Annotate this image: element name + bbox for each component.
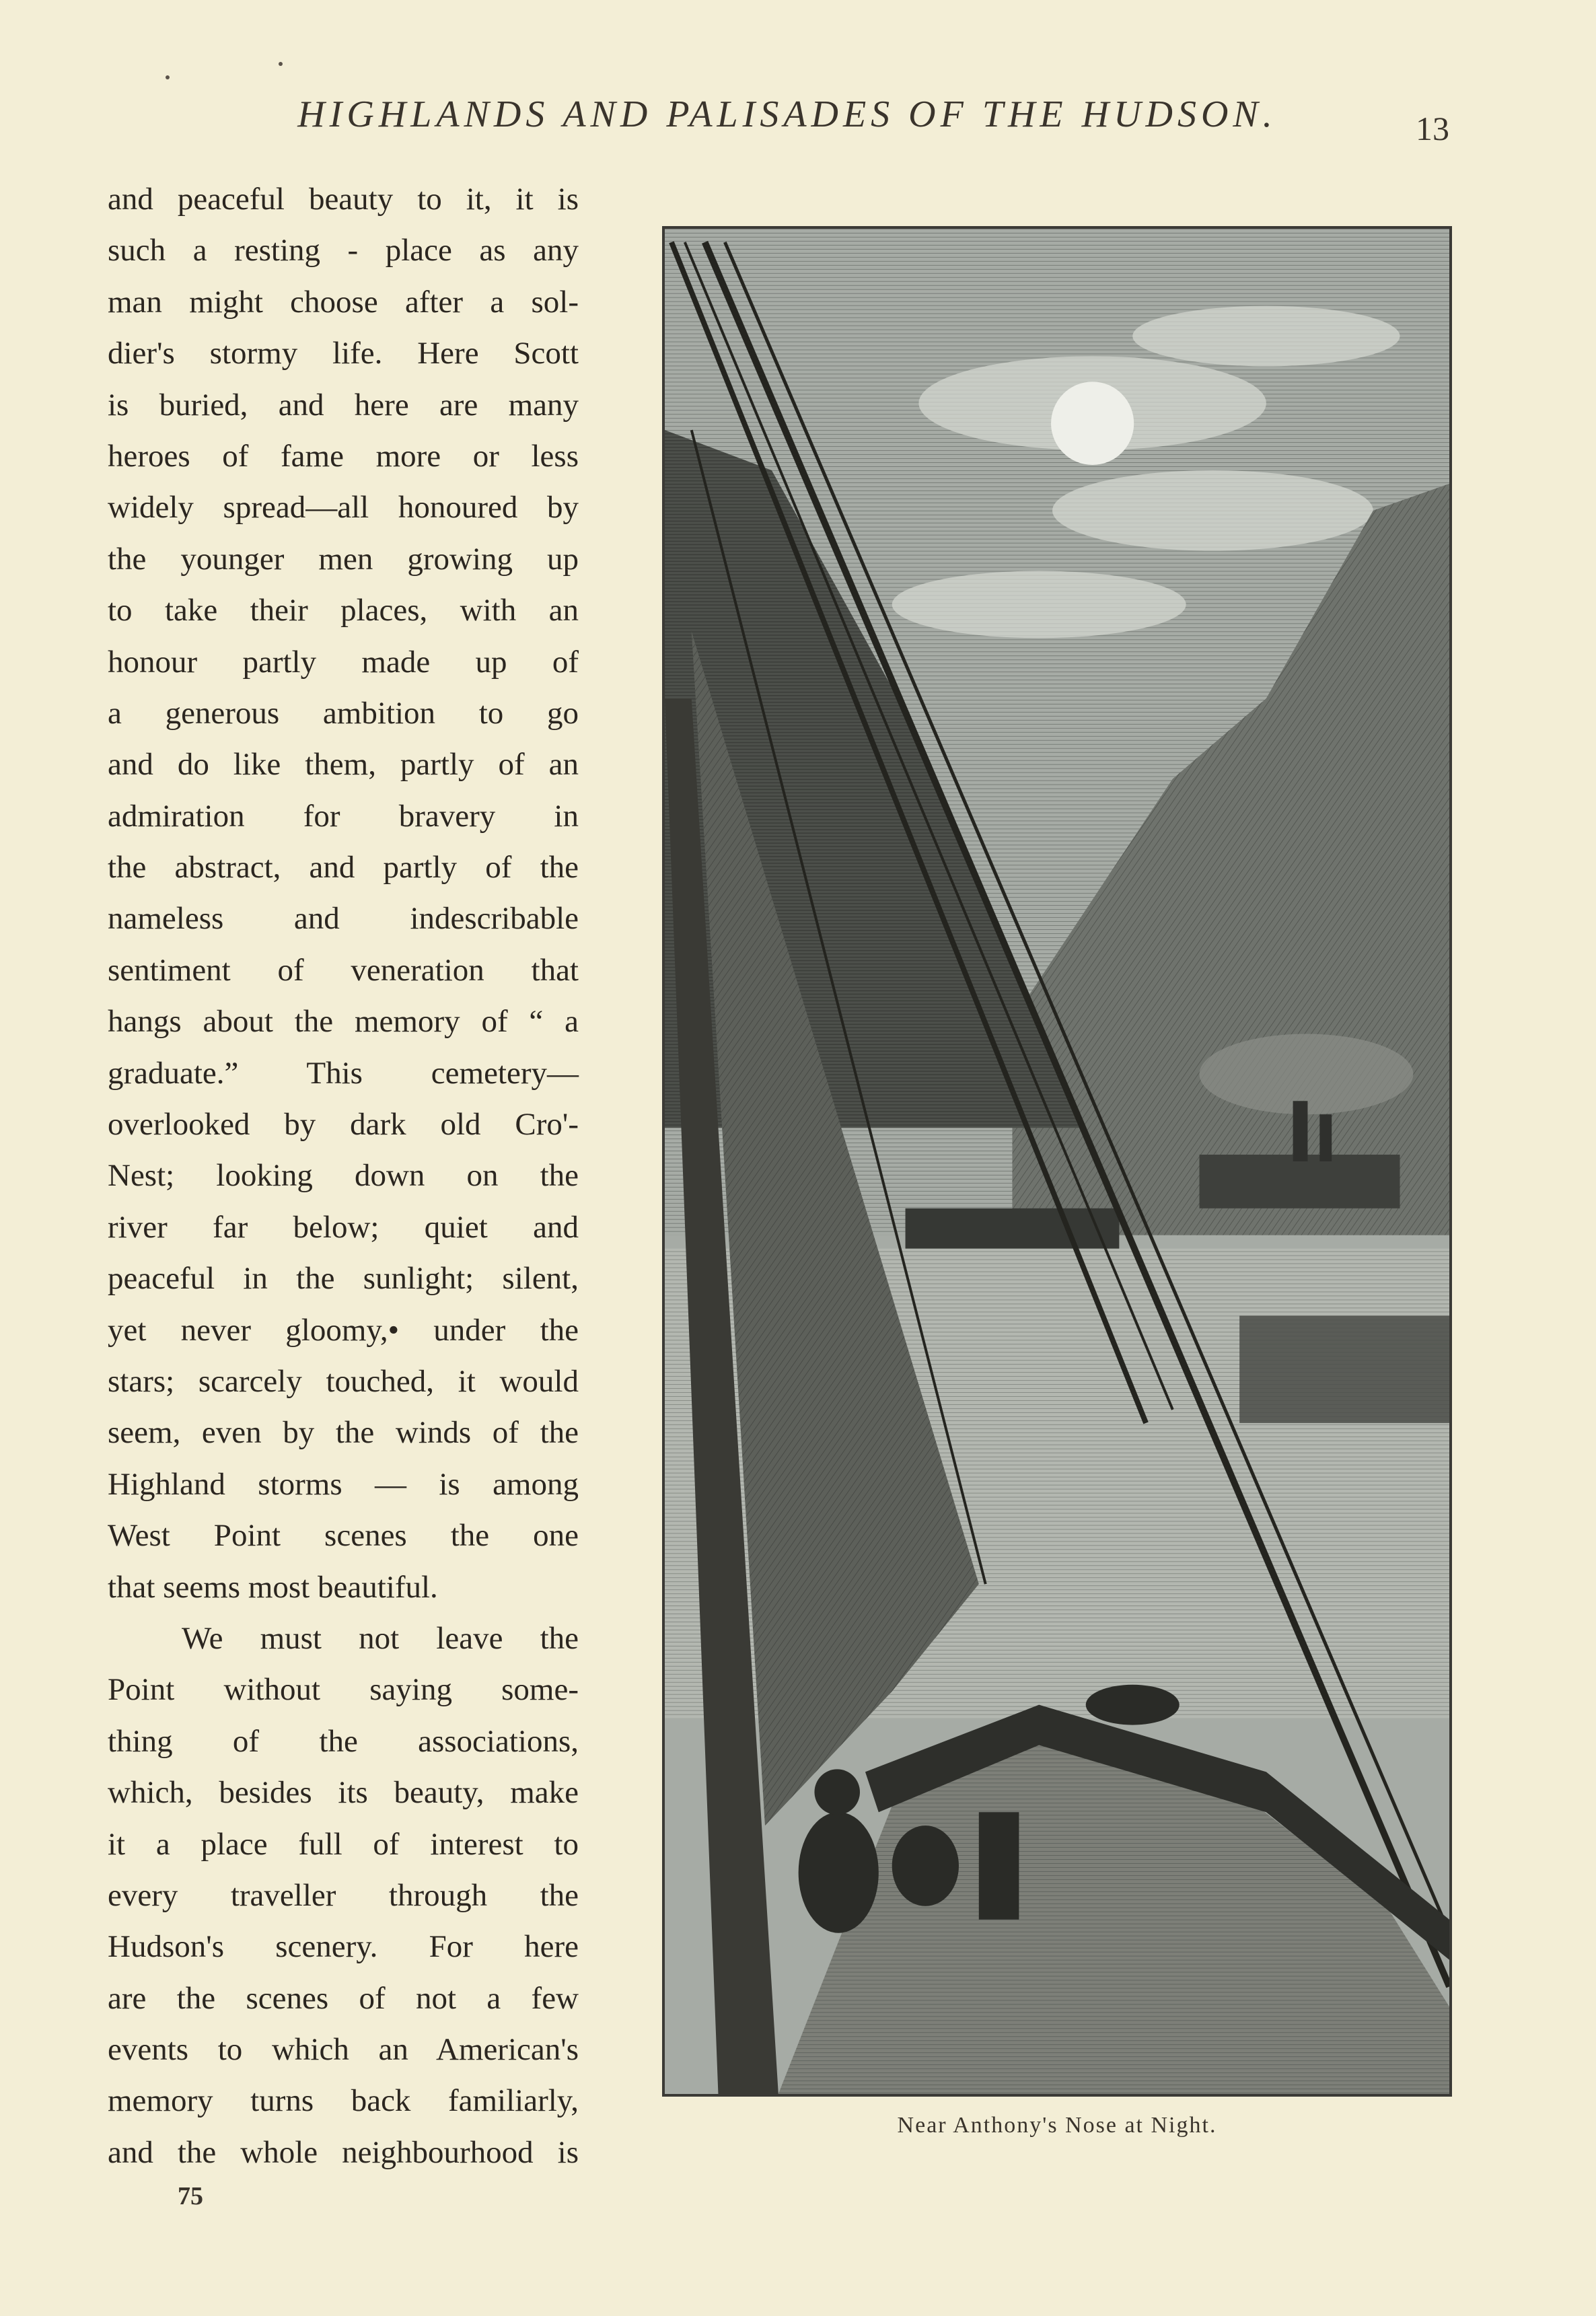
text-line: a generous ambition to go — [108, 695, 579, 731]
text-line: it a place full of interest to — [108, 1826, 579, 1862]
text-line: sentiment of veneration that — [108, 952, 579, 988]
figure-caption: Near Anthony's Nose at Night. — [897, 2113, 1217, 2138]
text-line: Highland storms — is among — [108, 1466, 579, 1502]
print-speck — [279, 62, 283, 66]
text-line: the younger men growing up — [108, 541, 579, 577]
text-line: peaceful in the sunlight; silent, — [108, 1261, 579, 1297]
text-line: widely spread—all honoured by — [108, 490, 579, 526]
text-line: and the whole neighbourhood is — [108, 2134, 579, 2170]
text-line: heroes of fame more or less — [108, 438, 579, 474]
shore-train — [906, 1208, 1120, 1256]
text-line: Hudson's scenery. For here — [108, 1929, 579, 1965]
text-line: events to which an American's — [108, 2032, 579, 2068]
text-line: is buried, and here are many — [108, 387, 579, 423]
text-line: admiration for bravery in — [108, 798, 579, 834]
text-line: honour partly made up of — [108, 644, 579, 680]
moon — [1051, 382, 1134, 465]
text-line: and peaceful beauty to it, it is — [108, 182, 579, 217]
engraving-illustration — [662, 226, 1452, 2097]
text-line: yet never gloomy,• under the — [108, 1312, 579, 1348]
text-line: We must not leave the — [182, 1620, 579, 1656]
text-line: graduate.” This cemetery— — [108, 1055, 579, 1091]
text-line: overlooked by dark old Cro'- — [108, 1107, 579, 1143]
text-line: thing of the associations, — [108, 1723, 579, 1759]
text-line: man might choose after a sol- — [108, 284, 579, 320]
text-line: the abstract, and partly of the — [108, 850, 579, 885]
running-title: HIGHLANDS AND PALISADES OF THE HUDSON. — [297, 94, 1277, 135]
text-line: which, besides its beauty, make — [108, 1775, 579, 1811]
text-line: and do like them, partly of an — [108, 747, 579, 783]
text-line: river far below; quiet and — [108, 1209, 579, 1245]
text-line: Point without saying some- — [108, 1672, 579, 1708]
text-line: nameless and indescribable — [108, 901, 579, 937]
body-text-column — [108, 174, 579, 2178]
text-line: every traveller through the — [108, 1877, 579, 1913]
text-line: stars; scarcely touched, it would — [108, 1363, 579, 1399]
text-line: Nest; looking down on the — [108, 1158, 579, 1194]
page-number: 13 — [1416, 110, 1449, 147]
print-speck — [166, 75, 170, 79]
text-line: West Point scenes the one — [108, 1518, 579, 1554]
text-line: such a resting - place as any — [108, 233, 579, 268]
signature-mark: 75 — [178, 2182, 203, 2210]
page-header — [0, 93, 1596, 147]
text-line: memory turns back familiarly, — [108, 2083, 579, 2119]
text-line: hangs about the memory of “ a — [108, 1004, 579, 1040]
text-line: are the scenes of not a few — [108, 1980, 579, 2016]
text-line: dier's stormy life. Here Scott — [108, 336, 579, 371]
text-line: to take their places, with an — [108, 593, 579, 628]
text-line: that seems most beautiful. — [108, 1569, 438, 1605]
text-line: seem, even by the winds of the — [108, 1415, 579, 1451]
